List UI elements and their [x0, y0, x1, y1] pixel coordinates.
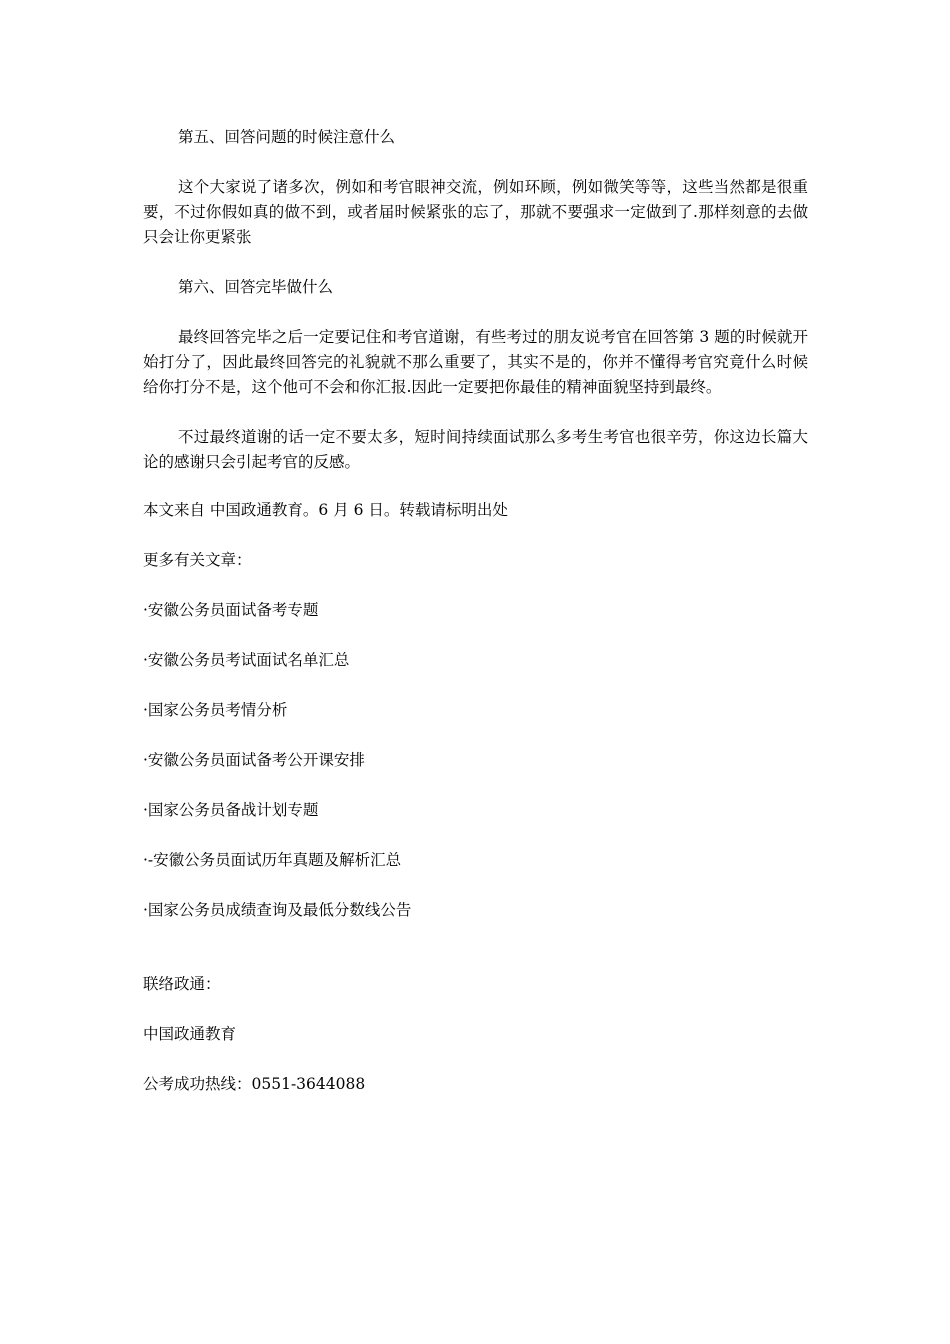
- contact-title: 联络政通：: [143, 975, 221, 993]
- related-link-4[interactable]: ·安徽公务员面试备考公开课安排: [143, 751, 365, 769]
- related-link-3[interactable]: ·国家公务员考情分析: [143, 701, 288, 719]
- related-link-2[interactable]: ·安徽公务员考试面试名单汇总: [143, 651, 350, 669]
- paragraph-6b: 不过最终道谢的话一定不要太多，短时间持续面试那么多考生考官也很辛劳，你这边长篇大论的感谢只会引起考官的反感。: [143, 428, 808, 471]
- section-heading-5: 第五、回答问题的时候注意什么: [178, 128, 396, 146]
- contact-organization: 中国政通教育: [143, 1025, 237, 1043]
- paragraph-6a: 最终回答完毕之后一定要记住和考官道谢，有些考过的朋友说考官在回答第 3 题的时候就开始打分了，因此最终回答完的礼貌就不那么重要了，其实不是的，你并不懂得考官究竟什么时候给你打分不是，这个他可不会和你汇报.因此一定要把你最佳的精神面貌坚持到最终。: [143, 328, 808, 396]
- related-link-5[interactable]: ·国家公务员备战计划专题: [143, 801, 319, 819]
- section-heading-6: 第六、回答完毕做什么: [178, 278, 334, 296]
- related-link-1[interactable]: ·安徽公务员面试备考专题: [143, 601, 319, 619]
- related-link-6[interactable]: ·-安徽公务员面试历年真题及解析汇总: [143, 851, 402, 869]
- related-articles-title: 更多有关文章：: [143, 551, 252, 569]
- paragraph-5: 这个大家说了诸多次，例如和考官眼神交流，例如环顾，例如微笑等等，这些当然都是很重要，不过你假如真的做不到，或者届时候紧张的忘了，那就不要强求一定做到了.那样刻意的去做只会让你更紧张: [143, 178, 808, 246]
- related-link-7[interactable]: ·国家公务员成绩查询及最低分数线公告: [143, 901, 412, 919]
- contact-hotline: 公考成功热线：0551-3644088: [143, 1075, 366, 1093]
- source-note: 本文来自 中国政通教育。6 月 6 日。转载请标明出处: [143, 501, 508, 519]
